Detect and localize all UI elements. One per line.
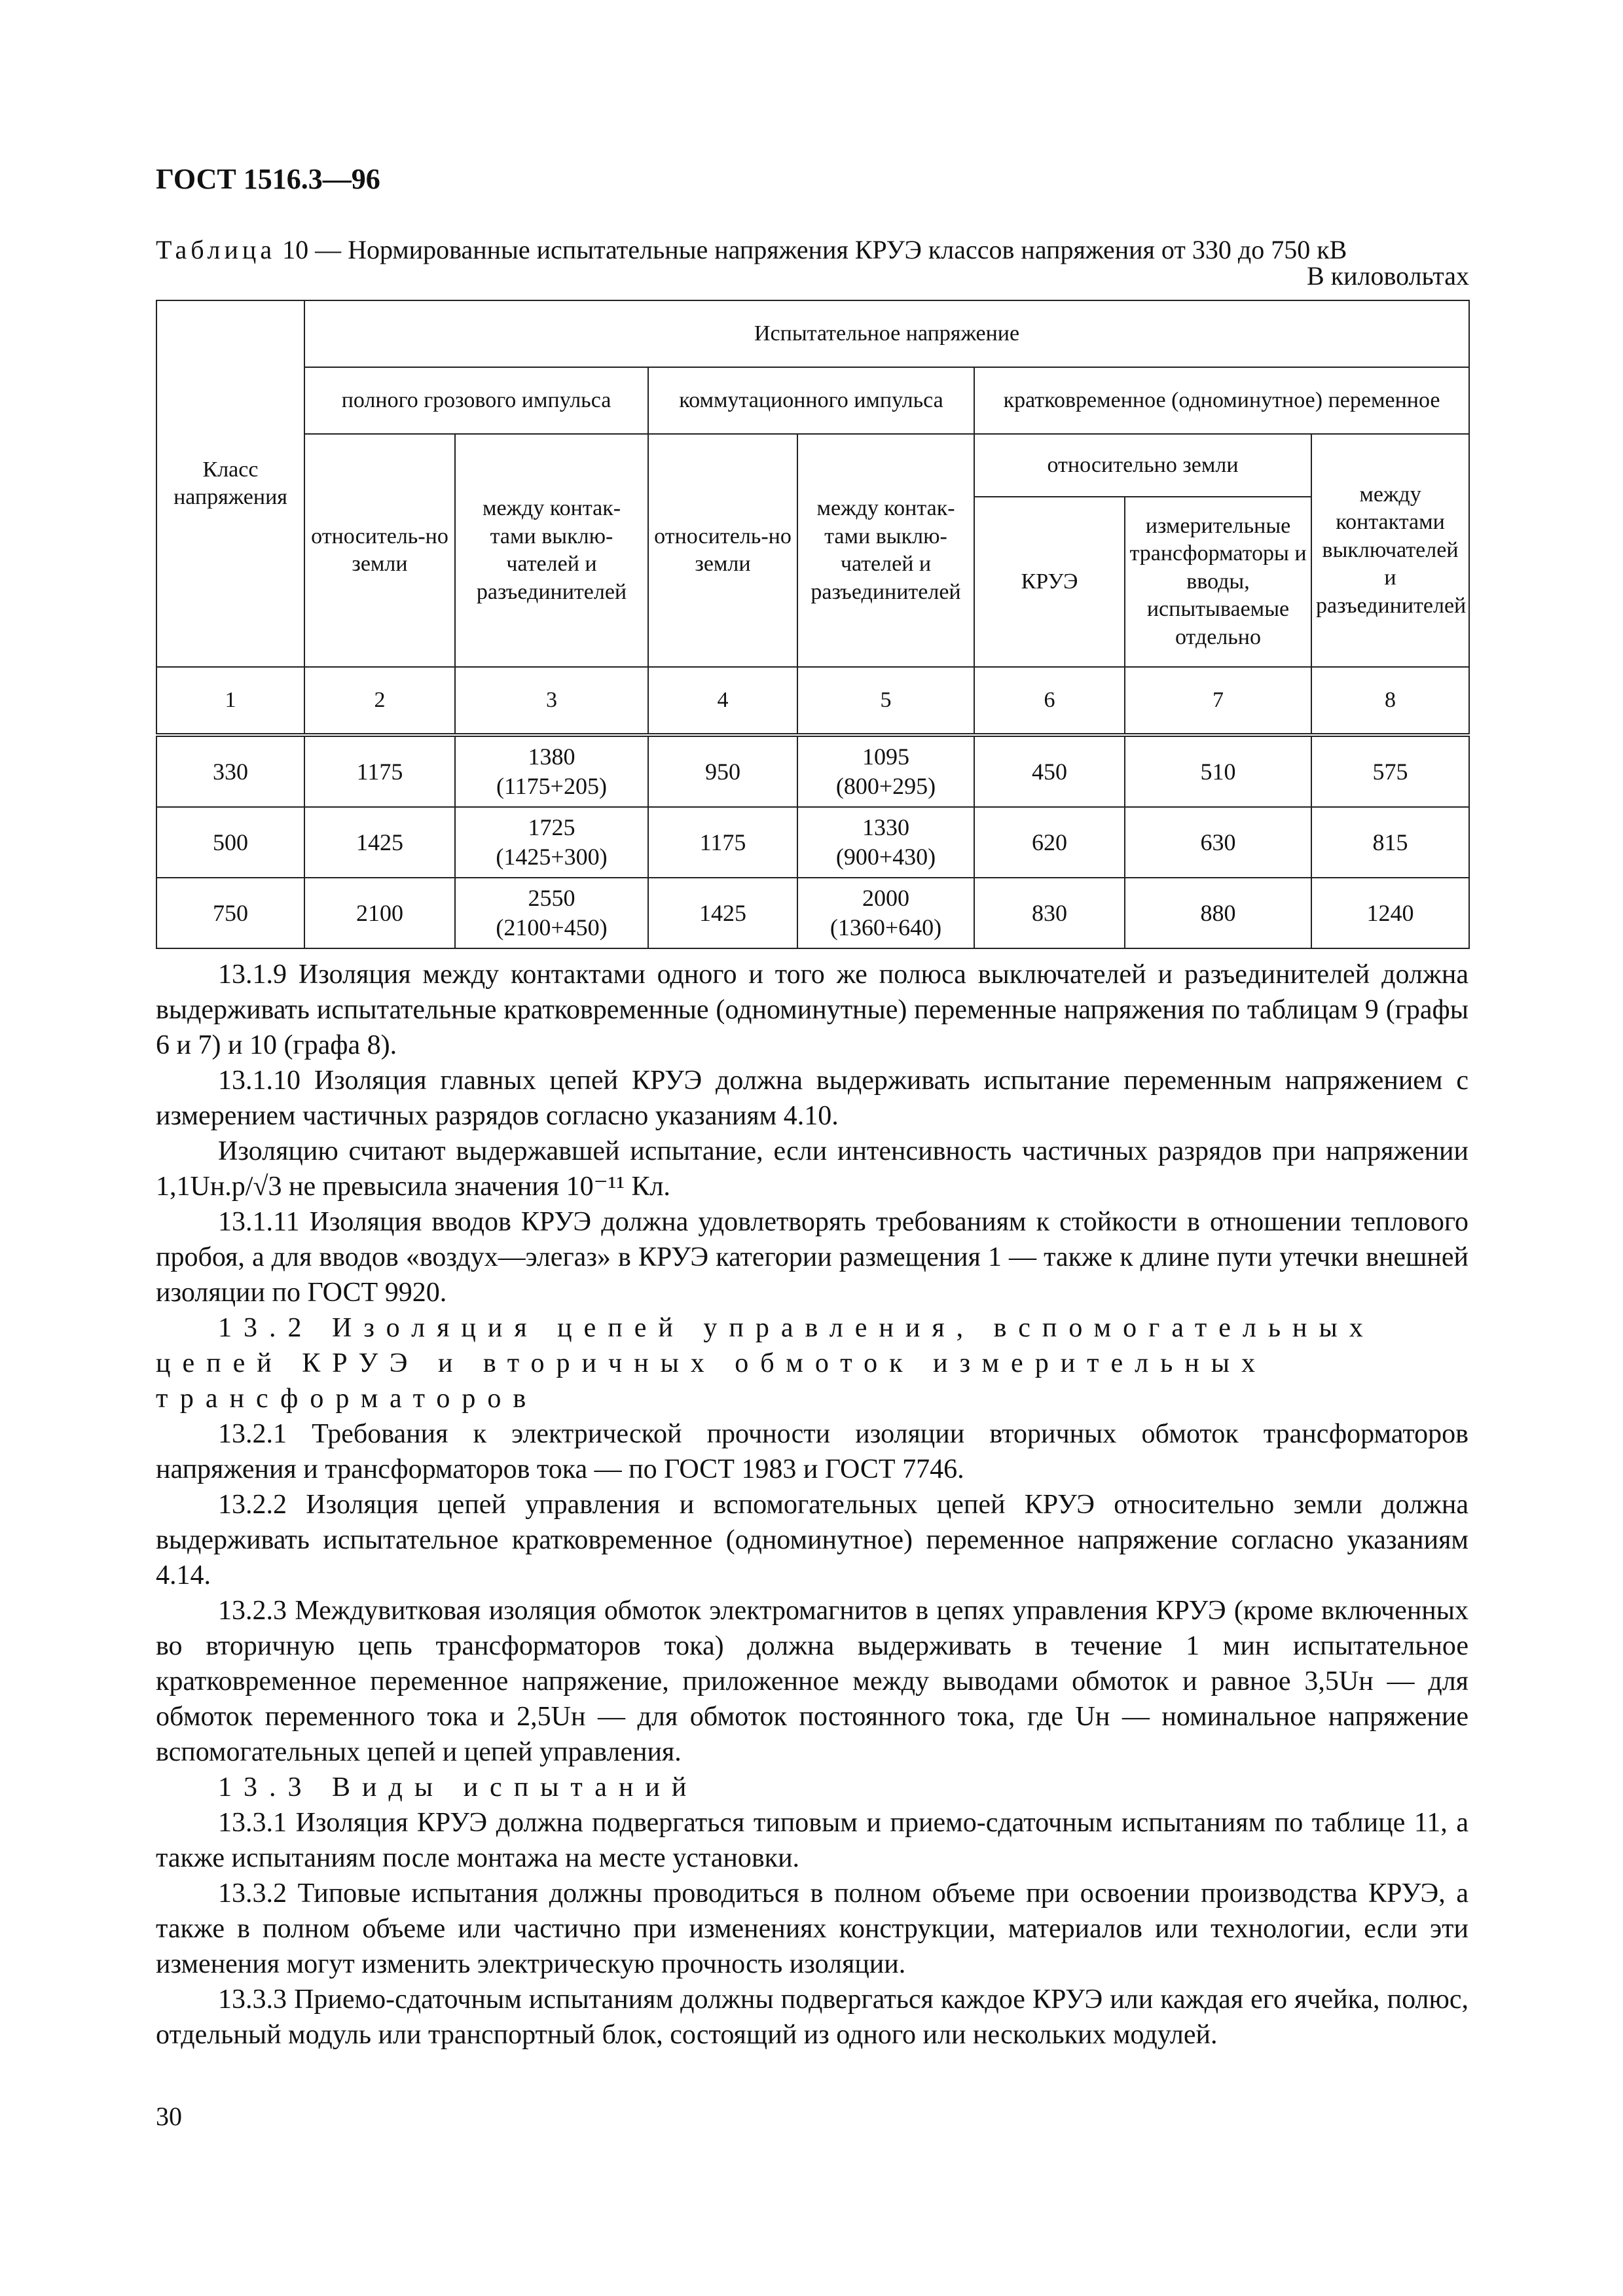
cell: 880 [1125,878,1311,948]
col-number: 4 [648,667,797,735]
paragraph: 13.2.1 Требования к электрической прочности изоляции вторичных обмоток трансформаторов напряжения и трансформаторов тока — по ГОСТ 1983 и ГОСТ 7746. [156,1419,1468,1484]
header-switching: коммутационного импульса [648,367,974,434]
col-number: 3 [455,667,648,735]
cell: 950 [648,735,797,807]
paragraph: 13.1.10 Изоляция главных цепей КРУЭ должна выдерживать испытание переменным напряжением с измерением частичных разрядов согласно указаниям 4.10. [156,1066,1468,1131]
header-lightning: полного грозового импульса [304,367,648,434]
header-test-voltage: Испытательное напряжение [304,300,1469,367]
cell: 1175 [304,735,455,807]
header-col7: измерительные трансформаторы и вводы, испытываемые отдельно [1125,497,1311,667]
cell-line: 1330 [862,814,909,840]
header-col5: между контак-тами выклю-чателей и разъединителей [797,434,974,667]
header-col4: относитель-но земли [648,434,797,667]
body-text [156,957,1468,2053]
cell: 620 [974,807,1125,878]
col-number: 6 [974,667,1125,735]
header-col6: КРУЭ [974,497,1125,667]
cell-line: (2100+450) [496,914,608,941]
table-row [156,735,1469,807]
col-number: 7 [1125,667,1311,735]
cell [455,735,648,807]
cell: 500 [156,807,304,878]
cell: 750 [156,878,304,948]
cell-line: 2000 [862,885,909,911]
cell: 575 [1311,735,1469,807]
cell: 2100 [304,878,455,948]
table-caption-text: 10 — Нормированные испытательные напряжения КРУЭ классов напряжения от 330 до 750 кВ [276,235,1347,264]
col-number: 1 [156,667,304,735]
table-row [156,878,1469,948]
cell [455,807,648,878]
paragraph: Изоляцию считают выдержавшей испытание, если интенсивность частичных разрядов при напряжении 1,1Uн.р/√3 не превысила значения 10⁻¹¹ Кл. [156,1136,1468,1202]
cell: 815 [1311,807,1469,878]
col-number: 8 [1311,667,1469,735]
test-voltage-table [156,300,1470,949]
table-units: В киловольтах [1307,261,1469,291]
header-ac: кратковременное (одноминутное) переменное [974,367,1469,434]
cell: 1175 [648,807,797,878]
cell: 510 [1125,735,1311,807]
section-heading: 13.3 Виды испытаний [218,1772,699,1803]
paragraph: 13.1.11 Изоляция вводов КРУЭ должна удовлетворять требованиям к стойкости в отношении теплового пробоя, а для вводов «воздух—элегаз» в КРУЭ категории размещения 1 — также к длине пути утечки внешней изоляции по ГОСТ 9920. [156,1207,1468,1308]
cell-line: (1175+205) [496,773,607,799]
cell: 450 [974,735,1125,807]
paragraph: 13.3.3 Приемо-сдаточным испытаниям должны подвергаться каждое КРУЭ или каждая его ячейка, полюс, отдельный модуль или транспортный блок, состоящий из одного или нескольких модулей. [156,1984,1468,2050]
paragraph: 13.1.9 Изоляция между контактами одного и того же полюса выключателей и разъединителей должна выдерживать испытательные кратковременные (одноминутные) переменные напряжения по таблицам 9 (графы 6 и 7) и 10 (графа 8). [156,960,1468,1060]
table-caption-label: Таблица [156,235,276,264]
cell-line: (1425+300) [496,844,608,870]
cell-line: (800+295) [835,773,936,799]
paragraph: 13.2.3 Междувитковая изоляция обмоток электромагнитов в цепях управления КРУЭ (кроме включенных во вторичную цепь трансформаторов тока) должна выдерживать в течение 1 мин испытательное кратковременное переменное напряжение, приложенное между выводами обмоток и равное 3,5Uн — для обмоток переменного тока и 2,5Uн — для обмоток постоянного тока, где Uн — номинальное напряжение вспомогательных цепей и цепей управления. [156,1596,1468,1767]
section-heading: 13.2 Изоляция цепей управления, вспомогательных цепей КРУЭ и вторичных обмоток измерительных трансформаторов [156,1313,1375,1414]
document-header: ГОСТ 1516.3—96 [156,163,380,195]
cell-line: (900+430) [835,844,936,870]
col-number: 5 [797,667,974,735]
cell-line: (1360+640) [830,914,942,941]
header-col8: между контактами выключателей и разъединителей [1311,434,1469,667]
page-number: 30 [156,2102,182,2131]
paragraph: 13.2.2 Изоляция цепей управления и вспомогательных цепей КРУЭ относительно земли должна выдерживать испытательное кратковременное (одноминутное) переменное напряжение согласно указаниям 4.14. [156,1490,1468,1590]
cell-line: 2550 [528,885,575,911]
cell-line: 1095 [862,744,909,770]
cell [797,807,974,878]
cell-line: 1725 [528,814,575,840]
cell [797,735,974,807]
cell [797,878,974,948]
col-number: 2 [304,667,455,735]
header-col3: между контак-тами выклю-чателей и разъединителей [455,434,648,667]
cell: 1425 [648,878,797,948]
header-ac-rel-earth: относительно земли [974,434,1311,497]
paragraph: 13.3.2 Типовые испытания должны проводиться в полном объеме при освоении производства КРУЭ, а также в полном объеме или частично при изменениях конструкции, материалов или технологии, если эти изменения могут изменить электрическую прочность изоляции. [156,1878,1468,1979]
cell-line: 1380 [528,744,575,770]
cell [455,878,648,948]
table-caption [156,234,1465,265]
header-col2: относитель-но земли [304,434,455,667]
header-class: Класс напряжения [156,300,304,667]
cell: 1240 [1311,878,1469,948]
table-row [156,807,1469,878]
cell: 330 [156,735,304,807]
cell: 1425 [304,807,455,878]
cell: 830 [974,878,1125,948]
paragraph: 13.3.1 Изоляция КРУЭ должна подвергаться типовым и приемо-сдаточным испытаниям по таблице 11, а также испытаниям после монтажа на месте установки. [156,1808,1468,1873]
cell: 630 [1125,807,1311,878]
